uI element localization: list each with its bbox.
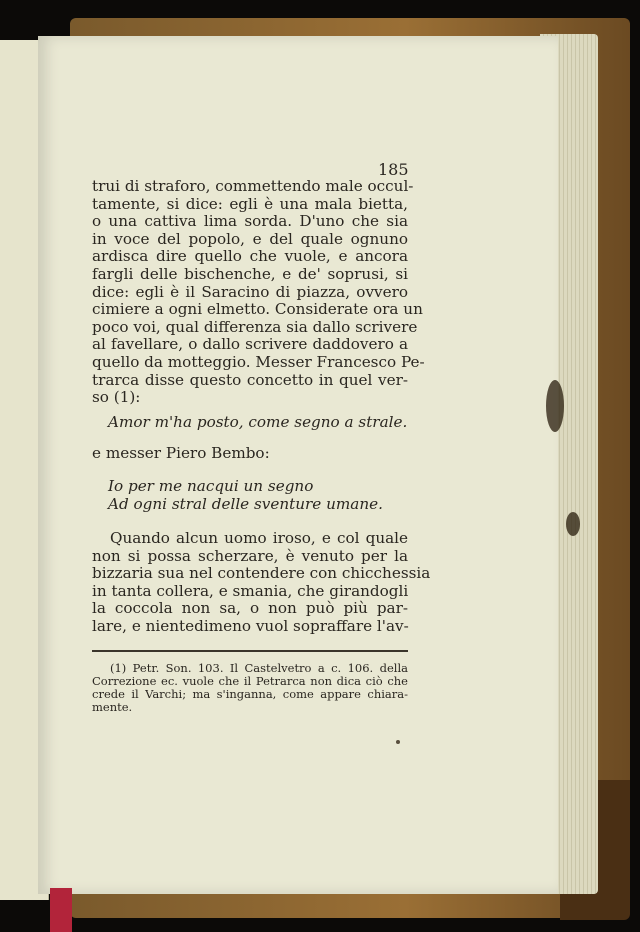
- footnote-line: mente.: [92, 700, 133, 714]
- ink-stain: [396, 740, 400, 744]
- text-line: tamente, si dice: egli è una mala bietta,: [92, 194, 408, 213]
- bembo-intro: e messer Piero Bembo:: [92, 444, 270, 462]
- ink-stain: [546, 380, 564, 432]
- text-line: lare, e nientedimeno vuol sopraffare l'av-: [92, 616, 409, 635]
- text-line: fargli delle bischenche, e de' soprusi, si: [92, 264, 408, 283]
- verse-petrarca: Amor m'ha posto, come segno a strale.: [108, 413, 408, 431]
- page-number: 185: [378, 160, 409, 179]
- footnote-line: (1) Petr. Son. 103. Il Castelvetro a c. 106. della: [110, 661, 408, 675]
- text-line: trarca disse questo concetto in quel ver-: [92, 370, 408, 389]
- text-line: quello da motteggio. Messer Francesco Pe-: [92, 352, 425, 371]
- text-line: so (1):: [92, 388, 141, 407]
- footnote-line: crede il Varchi; ma s'inganna, come appare chiara-: [92, 687, 408, 701]
- text-line: poco voi, qual differenza sia dallo scrivere: [92, 317, 418, 336]
- text-line: trui di straforo, commettendo male occul-: [92, 177, 414, 195]
- footnote-divider: [92, 650, 408, 652]
- text-line: al favellare, o dallo scrivere daddovero a: [92, 335, 408, 354]
- footnote: [92, 662, 408, 714]
- footnote-line: Correzione ec. vuole che il Petrarca non dica ciò che: [92, 674, 408, 688]
- text-line: ardisca dire quello che vuole, e ancora: [92, 247, 408, 266]
- bookmark-ribbon: [50, 888, 72, 932]
- text-line: non si possa scherzare, è venuto per la: [92, 546, 408, 565]
- book-page: [38, 36, 558, 894]
- text-line: Quando alcun uomo iroso, e col quale: [110, 529, 408, 547]
- verse-bembo-line: Io per me nacqui un segno: [108, 477, 314, 495]
- text-line: in tanta collera, e smania, che girandogli: [92, 581, 409, 600]
- text-line: o una cattiva lima sorda. D'uno che sia: [92, 212, 408, 231]
- text-line: dice: egli è il Saracino di piazza, ovvero: [92, 282, 408, 301]
- body-paragraph-2: [92, 529, 431, 636]
- ink-stain: [566, 512, 580, 536]
- text-line: la coccola non sa, o non può più par-: [92, 599, 408, 618]
- verse-bembo-line: Ad ogni stral delle sventure umane.: [108, 495, 383, 513]
- text-line: bizzaria sua nel contendere con chicchessia: [92, 564, 431, 583]
- text-line: cimiere a ogni elmetto. Considerate ora un: [92, 300, 423, 319]
- text-line: in voce del popolo, e del quale ognuno: [92, 229, 408, 248]
- body-paragraph-1: [92, 177, 425, 407]
